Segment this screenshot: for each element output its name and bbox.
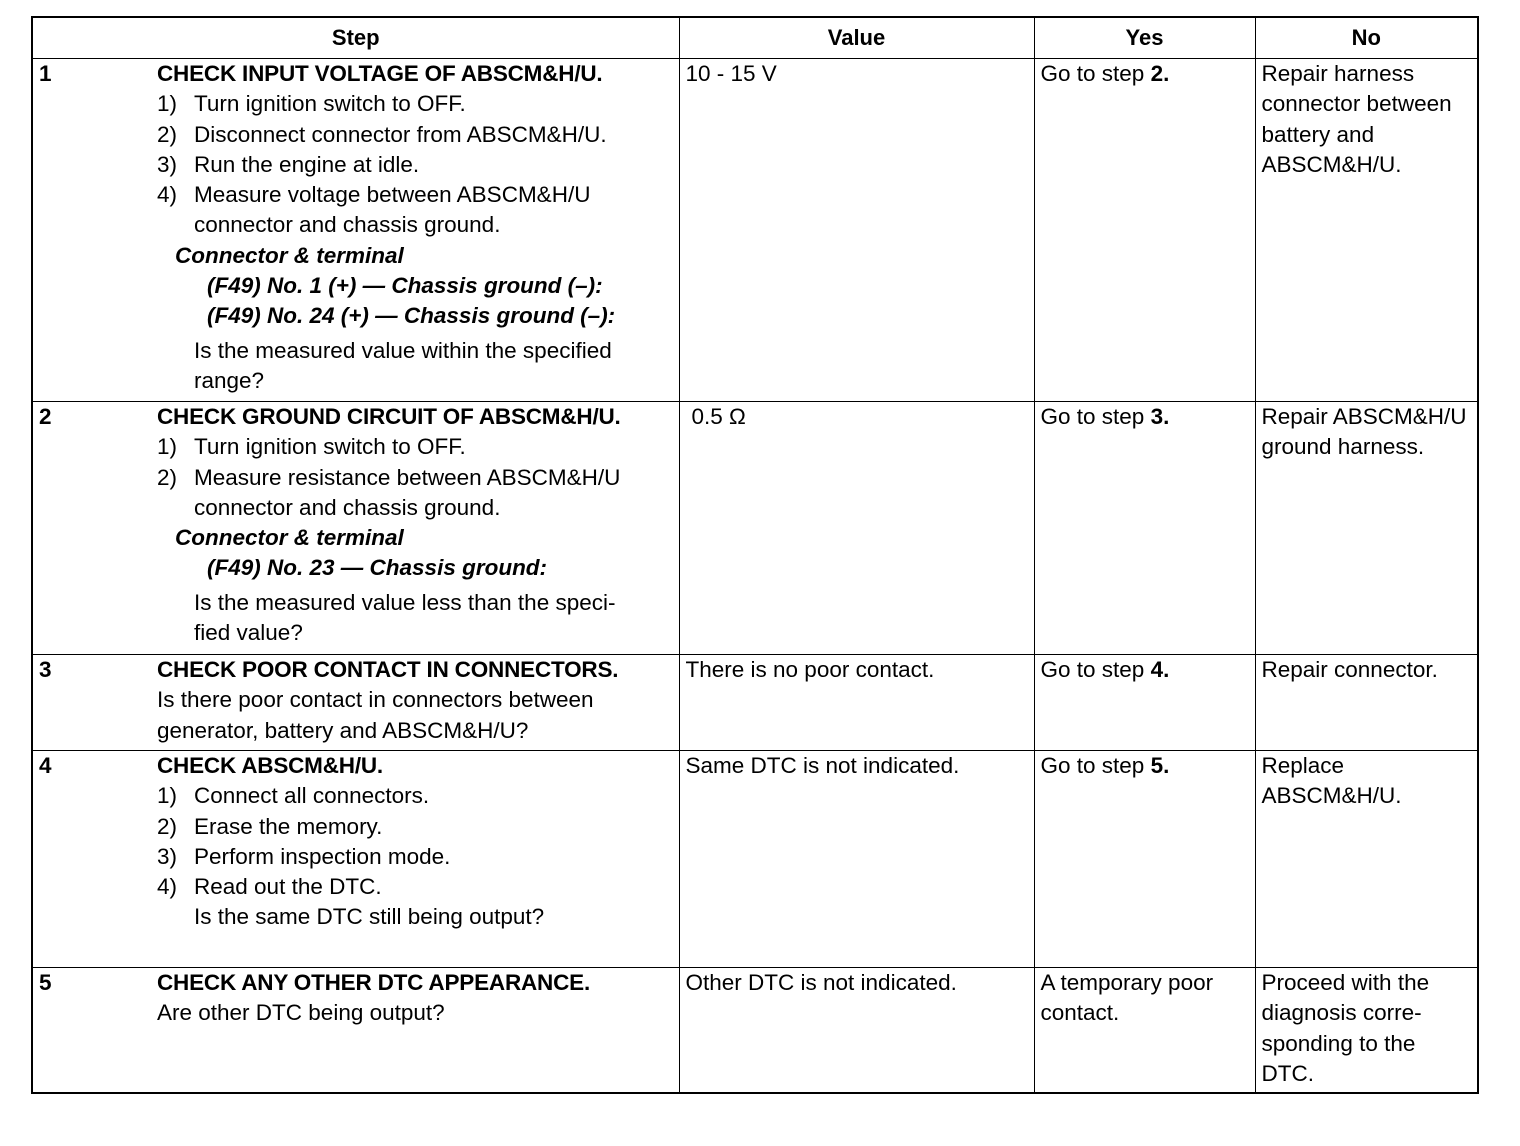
step-title: CHECK GROUND CIRCUIT OF ABSCM&H/U. [157, 404, 621, 429]
value-cell: 10 - 15 V [679, 59, 1034, 402]
substep: 2) Erase the memory. [157, 813, 383, 839]
no-cell: Repair harness connector between battery and ABSCM&H/U. [1255, 59, 1478, 402]
step-title: CHECK POOR CONTACT IN CONNECTORS. [157, 657, 619, 682]
substep: 4) Measure voltage between ABSCM&H/U connector and chassis ground. [157, 182, 591, 238]
substep-list [157, 781, 675, 902]
substep-list [157, 432, 675, 523]
no-cell: Repair connector. [1255, 655, 1478, 751]
connector-label: Connector & terminal [175, 525, 404, 551]
header-value: Value [679, 17, 1034, 59]
step-cell [32, 968, 679, 1094]
step-question: Is the same DTC still being output? [194, 904, 545, 930]
value-cell: Other DTC is not indicated. [679, 968, 1034, 1094]
yes-cell: Go to step 3. [1034, 402, 1255, 655]
step-title: CHECK ANY OTHER DTC APPEARANCE. [157, 970, 591, 995]
table-row [32, 402, 1478, 655]
header-no: No [1255, 17, 1478, 59]
header-row [32, 17, 1478, 59]
substep: 1) Turn ignition switch to OFF. [157, 434, 466, 460]
step-number: 2 [39, 404, 52, 429]
value-cell: There is no poor contact. [679, 655, 1034, 751]
step-number: 5 [39, 970, 52, 995]
no-cell: Replace ABSCM&H/U. [1255, 751, 1478, 968]
substep-list [157, 89, 675, 240]
yes-cell: Go to step 2. [1034, 59, 1255, 402]
no-cell: Repair ABSCM&H/U ground harness. [1255, 402, 1478, 655]
step-question: Are other DTC being output? [157, 1000, 445, 1026]
yes-cell: Go to step 4. [1034, 655, 1255, 751]
value-cell: 0.5 Ω [679, 402, 1034, 655]
step-number: 3 [39, 657, 52, 682]
value-cell: Same DTC is not indicated. [679, 751, 1034, 968]
step-question: Is the measured value less than the speci-fied value? [194, 589, 616, 646]
table-row [32, 751, 1478, 968]
step-cell [32, 655, 679, 751]
step-cell [32, 402, 679, 655]
step-number: 4 [39, 753, 52, 778]
substep: 1) Turn ignition switch to OFF. [157, 91, 466, 117]
step-title: CHECK ABSCM&H/U. [157, 753, 383, 778]
step-title: CHECK INPUT VOLTAGE OF ABSCM&H/U. [157, 61, 603, 86]
diagnosis-table [31, 16, 1479, 1094]
yes-cell: Go to step 5. [1034, 751, 1255, 968]
step-cell [32, 59, 679, 402]
step-question: Is the measured value within the specified range? [194, 337, 612, 393]
terminal-spec: (F49) No. 24 (+) — Chassis ground (–): [207, 303, 616, 329]
substep: 2) Measure resistance between ABSCM&H/U connector and chassis ground. [157, 464, 621, 520]
step-number: 1 [39, 61, 52, 86]
table-row [32, 59, 1478, 402]
step-cell [32, 751, 679, 968]
header-yes: Yes [1034, 17, 1255, 59]
substep: 1) Connect all connectors. [157, 783, 430, 809]
connector-label: Connector & terminal [175, 242, 404, 268]
table-row [32, 655, 1478, 751]
step-question: Is there poor contact in connectors between generator, battery and ABSCM&H/U? [157, 687, 594, 743]
no-cell: Proceed with the diagnosis corre-sponding to the DTC. [1255, 968, 1478, 1094]
substep: 3) Perform inspection mode. [157, 843, 451, 869]
terminal-spec: (F49) No. 23 — Chassis ground: [207, 555, 548, 581]
substep: 3) Run the engine at idle. [157, 151, 420, 177]
table-row [32, 968, 1478, 1094]
header-step: Step [32, 17, 679, 59]
substep: 4) Read out the DTC. [157, 874, 382, 900]
yes-cell: A temporary poor contact. [1034, 968, 1255, 1094]
terminal-spec: (F49) No. 1 (+) — Chassis ground (–): [207, 273, 603, 299]
substep: 2) Disconnect connector from ABSCM&H/U. [157, 121, 607, 147]
